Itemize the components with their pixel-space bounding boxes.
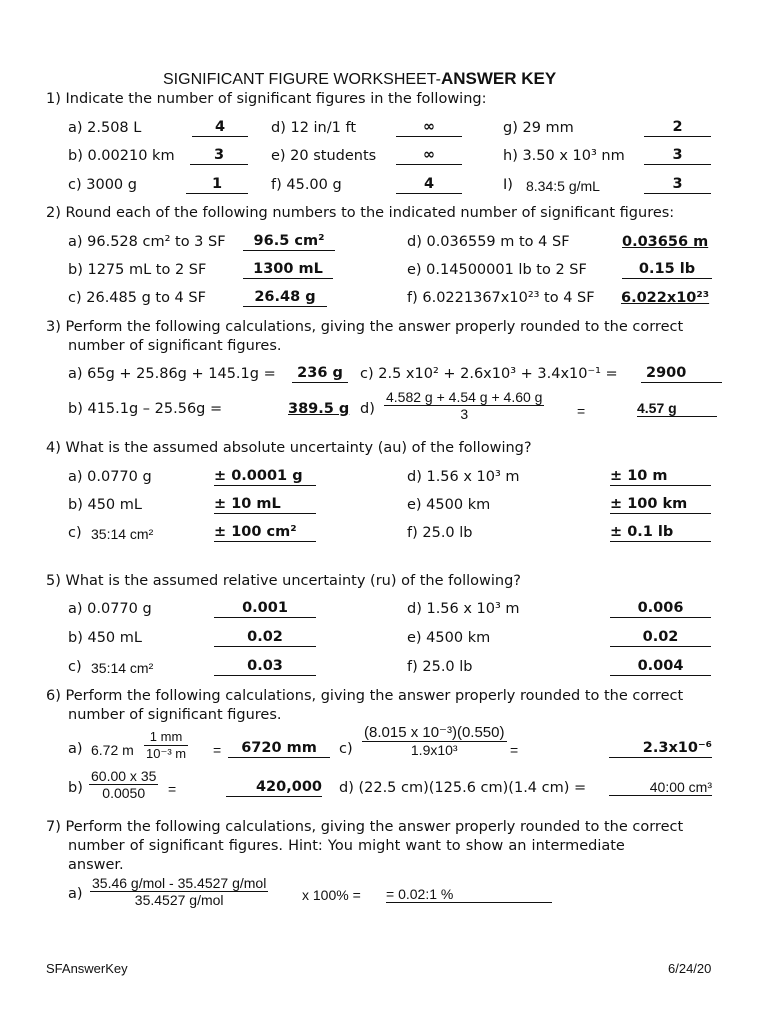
q1h-label: h) 3.50 x 10³ nm bbox=[503, 148, 625, 164]
q4f-answer: ± 0.1 lb bbox=[610, 525, 711, 542]
q4d-label: d) 1.56 x 10³ m bbox=[407, 469, 520, 485]
q1b-label: b) 0.00210 km bbox=[68, 148, 175, 164]
q1g-answer: 2 bbox=[644, 120, 711, 137]
q2b-answer: 1300 mL bbox=[243, 262, 333, 279]
q6b-denominator: 0.0050 bbox=[102, 785, 146, 802]
q1-prompt: 1) Indicate the number of significant figures in the following: bbox=[46, 91, 487, 107]
q2f-answer: 6.022x10²³ bbox=[621, 290, 710, 306]
q1b-answer: 3 bbox=[190, 148, 248, 165]
q1d-answer: ∞ bbox=[396, 120, 462, 137]
q2c-answer: 26.48 g bbox=[243, 290, 327, 307]
q6a-answer: 6720 mm bbox=[228, 741, 330, 758]
q6c-denominator: 1.9x10³ bbox=[410, 742, 458, 759]
q2a-answer: 96.5 cm² bbox=[243, 234, 335, 251]
q1f-answer: 4 bbox=[396, 177, 462, 194]
q6a-label: a) bbox=[68, 741, 83, 757]
q4a-answer: ± 0.0001 g bbox=[214, 469, 316, 486]
q1f-label: f) 45.00 g bbox=[271, 177, 342, 193]
q5d-answer: 0.006 bbox=[610, 601, 711, 618]
q6d-answer: 40:00 cm³ bbox=[609, 780, 712, 796]
q2a-label: a) 96.528 cm² to 3 SF bbox=[68, 234, 226, 250]
q1i-answer: 3 bbox=[644, 177, 711, 194]
q3d-denominator: 3 bbox=[460, 406, 469, 423]
q1d-label: d) 12 in/1 ft bbox=[271, 120, 357, 136]
q5f-label: f) 25.0 lb bbox=[407, 659, 473, 675]
q6b-answer: 420,000 bbox=[226, 780, 322, 797]
q5a-label: a) 0.0770 g bbox=[68, 601, 152, 617]
q3-prompt-line1: 3) Perform the following calculations, giving the answer properly rounded to the correct bbox=[46, 319, 684, 335]
q3d-answer-text: 4.57 g bbox=[637, 400, 677, 416]
q7-prompt-line1: 7) Perform the following calculations, giving the answer properly rounded to the correct bbox=[46, 819, 684, 835]
q5c-label: c) bbox=[68, 659, 82, 675]
q6a-value: 6.72 m bbox=[91, 742, 134, 758]
q2e-answer: 0.15 lb bbox=[622, 262, 712, 279]
q6-prompt-line2: number of significant figures. bbox=[68, 707, 282, 723]
q6c-fraction bbox=[362, 724, 507, 759]
q6b-label: b) bbox=[68, 780, 83, 796]
q2-prompt: 2) Round each of the following numbers to the indicated number of significant figures: bbox=[46, 205, 675, 221]
page-title bbox=[163, 69, 556, 89]
q2c-label: c) 26.485 g to 4 SF bbox=[68, 290, 206, 306]
q5e-answer: 0.02 bbox=[610, 630, 711, 647]
footer-right: 6/24/20 bbox=[668, 961, 712, 976]
q1a-label: a) 2.508 L bbox=[68, 120, 142, 136]
q1e-answer: ∞ bbox=[396, 148, 462, 165]
q6c-numerator: (8.015 x 10⁻³)(0.550) bbox=[364, 724, 505, 741]
q7a-numerator: 35.46 g/mol - 35.4527 g/mol bbox=[92, 875, 267, 891]
q3c-answer: 2900 bbox=[641, 366, 722, 383]
q7a-multiplier: x 100% = bbox=[302, 887, 361, 903]
q4e-answer: ± 100 km bbox=[610, 497, 711, 514]
q4-prompt: 4) What is the assumed absolute uncertainty (au) of the following? bbox=[46, 440, 532, 456]
q5e-label: e) 4500 km bbox=[407, 630, 491, 646]
q7a-denominator: 35.4527 g/mol bbox=[134, 892, 224, 909]
q2f-label: f) 6.0221367x10²³ to 4 SF bbox=[407, 290, 595, 306]
q6b-fraction bbox=[89, 768, 158, 802]
q6b-equals: = bbox=[168, 781, 177, 797]
q3b-label: b) 415.1g – 25.56g = bbox=[68, 401, 223, 417]
q6a-equals: = bbox=[213, 742, 222, 758]
q3a-label: a) 65g + 25.86g + 145.1g = bbox=[68, 366, 276, 382]
q7a-fraction bbox=[90, 875, 268, 909]
q3b-answer: 389.5 g bbox=[288, 401, 350, 417]
q2d-answer: 0.03656 m bbox=[622, 234, 709, 250]
q6-prompt-line1: 6) Perform the following calculations, giving the answer properly rounded to the correct bbox=[46, 688, 684, 704]
q6c-label: c) bbox=[339, 741, 353, 757]
q7-prompt-line3: answer. bbox=[68, 857, 124, 873]
q1i-value: 8.34:5 g/mL bbox=[526, 178, 600, 194]
q4f-label: f) 25.0 lb bbox=[407, 525, 473, 541]
q5c-value: 35:14 cm² bbox=[91, 660, 154, 676]
q4c-label: c) bbox=[68, 525, 82, 541]
q1a-answer: 4 bbox=[192, 120, 248, 137]
q1c-label: c) 3000 g bbox=[68, 177, 137, 193]
q4b-label: b) 450 mL bbox=[68, 497, 142, 513]
q1h-answer: 3 bbox=[644, 148, 711, 165]
q6a-numerator: 1 mm bbox=[144, 730, 188, 746]
q3d-equals: = bbox=[577, 403, 586, 419]
q6c-answer: 2.3x10⁻⁶ bbox=[609, 741, 712, 758]
title-emphasis: ANSWER KEY bbox=[440, 69, 557, 88]
q7-prompt-line2: number of significant figures. Hint: You might want to show an intermediate bbox=[68, 838, 625, 854]
q1i-label: I) bbox=[503, 177, 513, 193]
footer-left: SFAnswerKey bbox=[46, 961, 128, 976]
q4e-label: e) 4500 km bbox=[407, 497, 491, 513]
q7a-answer: = 0.02:1 % bbox=[386, 887, 552, 903]
q3d-answer bbox=[637, 401, 717, 417]
q3d-fraction bbox=[384, 389, 544, 423]
q2d-label: d) 0.036559 m to 4 SF bbox=[407, 234, 570, 250]
q3a-answer: 236 g bbox=[292, 366, 348, 383]
q4d-answer: ± 10 m bbox=[610, 469, 711, 486]
q6d-label: d) (22.5 cm)(125.6 cm)(1.4 cm) = bbox=[339, 780, 587, 796]
q4c-value: 35:14 cm² bbox=[91, 526, 154, 542]
q4a-label: a) 0.0770 g bbox=[68, 469, 152, 485]
q2b-label: b) 1275 mL to 2 SF bbox=[68, 262, 207, 278]
q5c-answer: 0.03 bbox=[214, 659, 316, 676]
q5-prompt: 5) What is the assumed relative uncertainty (ru) of the following? bbox=[46, 573, 521, 589]
q5a-answer: 0.001 bbox=[214, 601, 316, 618]
q6a-denominator: 10⁻³ m bbox=[146, 745, 187, 761]
q6c-equals: = bbox=[510, 742, 519, 758]
q3c-label: c) 2.5 x10² + 2.6x10³ + 3.4x10⁻¹ = bbox=[360, 366, 618, 382]
q5b-label: b) 450 mL bbox=[68, 630, 142, 646]
q3d-label: d) bbox=[360, 401, 375, 417]
q1g-label: g) 29 mm bbox=[503, 120, 574, 136]
q4b-answer: ± 10 mL bbox=[214, 497, 316, 514]
q5d-label: d) 1.56 x 10³ m bbox=[407, 601, 520, 617]
q3-prompt-line2: number of significant figures. bbox=[68, 338, 282, 354]
q1c-answer: 1 bbox=[186, 177, 248, 194]
q7a-label: a) bbox=[68, 886, 83, 902]
q3d-numerator: 4.582 g + 4.54 g + 4.60 g bbox=[386, 389, 543, 405]
q6b-numerator: 60.00 x 35 bbox=[91, 768, 157, 784]
q4c-answer: ± 100 cm² bbox=[214, 525, 316, 542]
q2e-label: e) 0.14500001 lb to 2 SF bbox=[407, 262, 587, 278]
q5b-answer: 0.02 bbox=[214, 630, 316, 647]
title-main: SIGNIFICANT FIGURE WORKSHEET- bbox=[163, 71, 441, 88]
q6a-fraction bbox=[144, 730, 188, 762]
q5f-answer: 0.004 bbox=[610, 659, 711, 676]
q1e-label: e) 20 students bbox=[271, 148, 377, 164]
